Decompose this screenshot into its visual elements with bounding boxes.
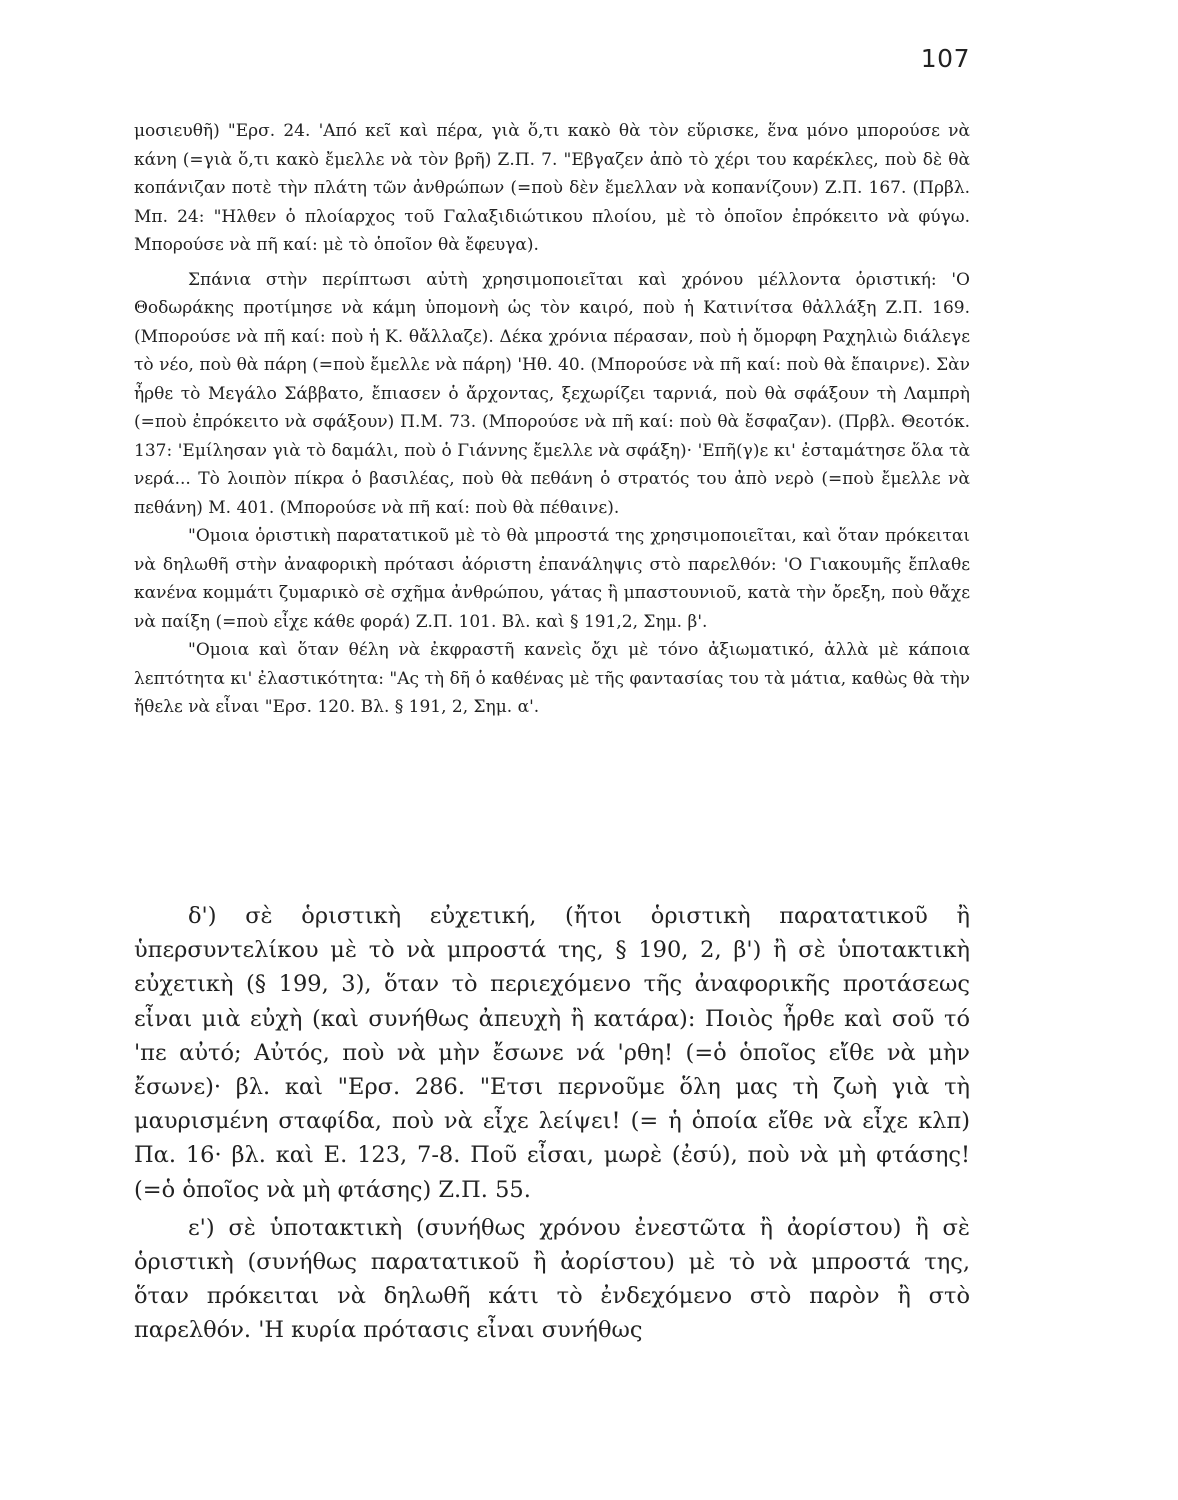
paragraph-repetition: "Ομοια ὁριστικὴ παρατατικοῦ μὲ τὸ θὰ μπροστά της χρησιμοποιεῖται, καὶ ὅταν πρόκειται νὰ δηλωθῆ στὴν ἀναφορικὴ πρότασι ἀόριστη ἐπανάληψις στὸ παρελθόν: 'Ο Γιακουμῆς ἔπλαθε κανένα κομμάτι ζυμαρικὸ σὲ σχῆμα ἀνθρώπου, γάτας ἢ μπαστουνιοῦ, κατὰ τὴν ὄρεξη, ποὺ θἄχε νὰ παίξη (=ποὺ εἶχε κάθε φορά) Ζ.Π. 101. Βλ. καὶ § 191,2, Σημ. β'.: [134, 526, 970, 632]
paragraph-future-indicative: Σπάνια στὴν περίπτωσι αὐτὴ χρησιμοποιεῖται καὶ χρόνου μέλλοντα ὁριστική: 'Ο Θοδωράκης προτίμησε νὰ κάμη ὑπομονὴ ὡς τὸν καιρό, ποὺ ἡ Κατινίτσα θἀλλάξη Ζ.Π. 169. (Μπορούσε νὰ πῆ καί: ποὺ ἡ Κ. θἄλλαζε). Δέκα χρόνια πέρασαν, ποὺ ἡ ὄμορφη Ραχηλιὼ διάλεγε τὸ νέο, ποὺ θὰ πάρη (=ποὺ ἔμελλε νὰ πάρη) 'Ηθ. 40. (Μπορούσε νὰ πῆ καί: ποὺ θὰ ἔπαιρνε). Σὰν ἦρθε τὸ Μεγάλο Σάββατο, ἔπιασεν ὁ ἄρχοντας, ξεχωρίζει ταρνιά, ποὺ θὰ σφάξουν τὴ Λαμπρὴ (=ποὺ ἐπρόκειτο νὰ σφάξουν) Π.Μ. 73. (Μπορούσε νὰ πῆ καί: ποὺ θὰ ἔσφαζαν). (Πρβλ. Θεοτόκ. 137: 'Εμίλησαν γιὰ τὸ δαμάλι, ποὺ ὁ Γιάννης ἔμελλε νὰ σφάξη)· 'Επῆ(γ)ε κι' ἐσταμάτησε ὅλα τὰ νερά... Τὸ λοιπὸν πίκρα ὁ βασιλέας, ποὺ θὰ πεθάνη ὁ στρατός του ἀπὸ νερὸ (=ποὺ ἔμελλε νὰ πεθάνη) Μ. 401. (Μπορούσε νὰ πῆ καί: ποὺ θὰ πέθαινε).: [134, 269, 970, 518]
small-print-section: [134, 117, 970, 722]
paragraph-optative-indicative: δ') σὲ ὁριστικὴ εὐχετική, (ἤτοι ὁριστικὴ παρατατικοῦ ἢ ὑπερσυντελίκου μὲ τὸ νὰ μπροστά της, § 190, 2, β') ἢ σὲ ὑποτακτικὴ εὐχετικὴ (§ 199, 3), ὅταν τὸ περιεχόμενο τῆς ἀναφορικῆς προτάσεως εἶναι μιὰ εὐχὴ (καὶ συνήθως ἀπευχὴ ἢ κατάρα): Ποιὸς ἦρθε καὶ σοῦ τό 'πε αὐτό; Αὐτός, ποὺ νὰ μὴν ἔσωνε νά 'ρθη! (=ὁ ὁποῖος εἴθε νὰ μὴν ἔσωνε)· βλ. καὶ "Ερσ. 286. "Ετσι περνοῦμε ὅλη μας τὴ ζωὴ γιὰ τὴ μαυρισμένη σταφίδα, ποὺ νὰ εἶχε λείψει! (= ἡ ὁποία εἴθε νὰ εἶχε κλπ) Πα. 16· βλ. καὶ Ε. 123, 7-8. Ποῦ εἶσαι, μωρὲ (ἐσύ), ποὺ νὰ μὴ φτάσης! (=ὁ ὁποῖος νὰ μὴ φτάσης) Ζ.Π. 55.: [134, 903, 970, 1203]
page-number: 107: [920, 44, 970, 73]
paragraph-continuation: μοσιευθῆ) "Ερσ. 24. 'Από κεῖ καὶ πέρα, γιὰ ὅ,τι κακὸ θὰ τὸν εὕρισκε, ἕνα μόνο μπορούσε νὰ κάνη (=γιὰ ὅ,τι κακὸ ἔμελλε νὰ τὸν βρῆ) Ζ.Π. 7. "Εβγαζεν ἀπὸ τὸ χέρι του καρέκλες, ποὺ δὲ θὰ κοπάνιζαν ποτὲ τὴν πλάτη τῶν ἀνθρώπων (=ποὺ δὲν ἔμελλαν νὰ κοπανίζουν) Ζ.Π. 167. (Πρβλ. Μπ. 24: "Ηλθεν ὁ πλοίαρχος τοῦ Γαλαξιδιώτικου πλοίου, μὲ τὸ ὁποῖον ἐπρόκειτο νὰ φύγω. Μπορούσε νὰ πῆ καί: μὲ τὸ ὁποῖον θὰ ἔφευγα).: [134, 121, 970, 255]
paragraph-nuance: "Ομοια καὶ ὅταν θέλη νὰ ἐκφραστῆ κανεὶς ὄχι μὲ τόνο ἀξιωματικό, ἀλλὰ μὲ κάποια λεπτότητα κι' ἐλαστικότητα: "Ας τὴ δῆ ὁ καθένας μὲ τῆς φαντασίας του τὰ μάτια, καθὼς θὰ τὴν ἤθελε νὰ εἶναι "Ερσ. 120. Βλ. § 191, 2, Σημ. α'.: [134, 640, 970, 717]
paragraph-subjunctive: ε') σὲ ὑποτακτικὴ (συνήθως χρόνου ἐνεστῶτα ἢ ἀορίστου) ἢ σὲ ὁριστικὴ (συνήθως παρατατικοῦ ἢ ἀορίστου) μὲ τὸ νὰ μπροστά της, ὅταν πρόκειται νὰ δηλωθῆ κάτι τὸ ἐνδεχόμενο στὸ παρὸν ἢ στὸ παρελθόν. 'Η κυρία πρότασις εἶναι συνήθως: [134, 1214, 970, 1344]
main-print-section: [134, 899, 970, 1348]
